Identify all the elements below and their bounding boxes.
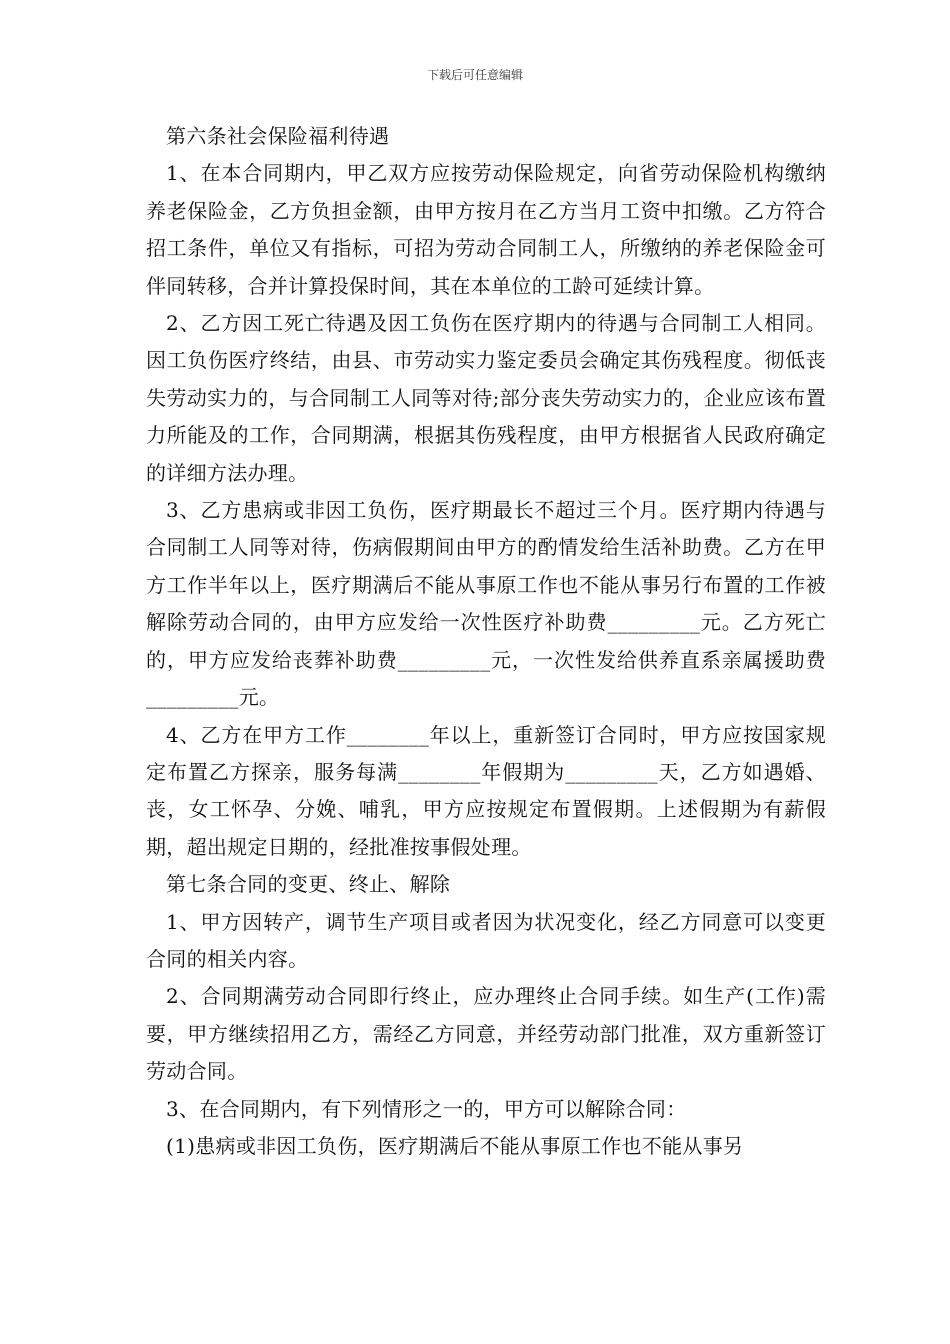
- section-6-title: 第六条社会保险福利待遇: [166, 124, 390, 148]
- section-6-paragraph-2: 2、乙方因工死亡待遇及因工负伤在医疗期内的待遇与合同制工人相同。因工负伤医疗终结，由县、市劳动实力鉴定委员会确定其伤残程度。彻低丧失劳动实力的，与合同制工人同等对待;部分丧失劳动实力的，企业应该布置力所能及的工作，合同期满，根据其伤残程度，由甲方根据省人民政府确定的详细方法办理。: [146, 311, 826, 485]
- page-header-note: 下载后可任意编辑: [426, 68, 523, 82]
- section-6-paragraph-3: 3、乙方患病或非因工负伤，医疗期最长不超过三个月。医疗期内待遇与合同制工人同等对待，伤病假期间由甲方的酌情发给生活补助费。乙方在甲方工作半年以上，医疗期满后不能从事原工作也不能从事另行布置的工作被解除劳动合同的，由甲方应发给一次性医疗补助费_________元。乙方死亡的，甲方应发给丧葬补助费_________元，一次性发给供养直系亲属援助费_________元。: [146, 498, 826, 710]
- section-6-paragraph-1: 1、在本合同期内，甲乙双方应按劳动保险规定，向省劳动保险机构缴纳养老保险金，乙方负担金额，由甲方按月在乙方当月工资中扣缴。乙方符合招工条件，单位又有指标，可招为劳动合同制工人，所缴纳的养老保险金可伴同转移，合并计算投保时间，其在本单位的工龄可延续计算。: [146, 161, 826, 298]
- section-7-paragraph-2: 2、合同期满劳动合同即行终止，应办理终止合同手续。如生产(工作)需要，甲方继续招用乙方，需经乙方同意，并经劳动部门批准，双方重新签订劳动合同。: [146, 984, 826, 1084]
- section-6-paragraph-4: 4、乙方在甲方工作________年以上，重新签订合同时，甲方应按国家规定布置乙方探亲，服务每满________年假期为_________天，乙方如遇婚、丧，女工怀孕、分娩、哺乳，甲方应按规定布置假期。上述假期为有薪假期，超出规定日期的，经批准按事假处理。: [146, 722, 826, 859]
- section-7-paragraph-4: (1)患病或非因工负伤，医疗期满后不能从事原工作也不能从事另: [166, 1133, 744, 1158]
- section-7-paragraph-3: 3、在合同期内，有下列情形之一的，甲方可以解除合同：: [166, 1096, 687, 1121]
- document-body: [146, 118, 826, 1165]
- section-7-title: 第七条合同的变更、终止、解除: [166, 872, 451, 897]
- section-7-paragraph-1: 1、甲方因转产，调节生产项目或者因为状况变化，经乙方同意可以变更合同的相关内容。: [146, 909, 826, 971]
